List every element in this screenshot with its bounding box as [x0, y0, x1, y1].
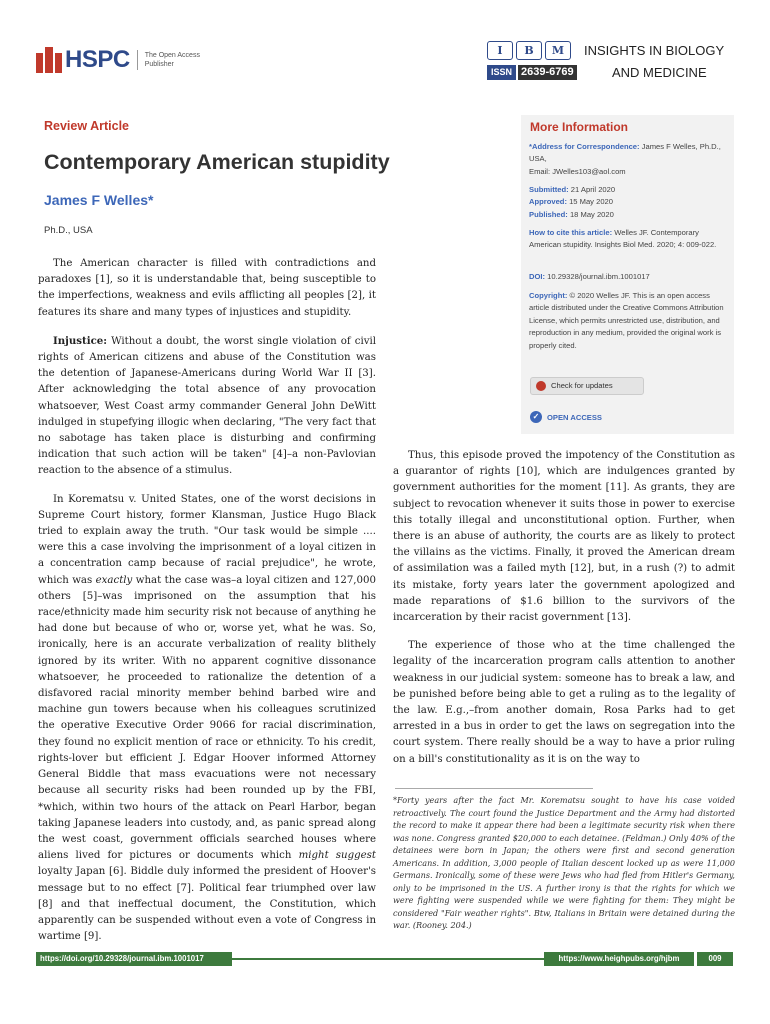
crossmark-icon: [536, 381, 546, 391]
doi-link[interactable]: 10.29328/journal.ibm.1001017: [545, 272, 650, 281]
paragraph-korematsu: In Korematsu v. United States, one of the worst decisions in Supreme Court history, former Klansman, Justice Hugo Black tried to explain away the truth. "Our task would be simple .... were this a case involving the imprisonment of a loyal citizen in a concentration camp because of racial prejudice", he wrote, which was exactly what the case was–a loyal citizen and 127,000 others [5]–was imprisoned on the assumption that his race/ethnicity made him security risk not because of anything he had done but because of who or, worse yet, what he was. So, ironically, here is an accurate verbalization of reality blithely ignored by its writer. With no apparent cognitive dissonance whatsoever, he proceeded to rationalize the detention of a disfavored racial minority member behind barbed wire and machine gun towers because when his colleagues scrutinized the operative Executive Order 9066 for racial discrimination, they found no explicit mention of race or ethnicity. To his credit, rights-lover but efficient J. Edgar Hoover informed Attorney General Biddle that mass evacuations were not necessary because all security risks had been rounded up by the FBI, *which, within two hours of the attack on Pearl Harbor, began taking Japanese leaders into custody, and, as panic spread along the west coast, government officials searched houses where aliens lived for pictures or documents which might suggest loyalty Japan [6]. Biddle duly informed the president of Hoover's message but to no effect [7]. Political fear triumphed over law [8] and that ineffectual document, the Constitution, which apparently can be suspended without even a vote of Congress in wartime [9].: [38, 493, 376, 943]
more-information-heading: More Information: [530, 120, 628, 134]
footer-rule: [232, 958, 390, 960]
issn-badge: [487, 65, 577, 80]
journal-letter-m: M: [545, 41, 571, 60]
footer-site-link[interactable]: https://www.heighpubs.org/hjbm: [544, 952, 694, 966]
citation: How to cite this article: Welles JF. Contemporary American stupidity. Insights Biol Med. 2020; 4: 009-022.: [529, 228, 717, 250]
footer-doi-link[interactable]: https://doi.org/10.29328/journal.ibm.1001017: [36, 952, 232, 966]
paragraph-legality: The experience of those who at the time challenged the legality of the incarceration program calls attention to another weakness in our judicial system: someone has to break a law, and be punished before being able to get a ruling as to the legality of the law. E.g.,–from another domain, Rosa Parks had to get arrested in a bus in order to get the laws on segregation into the court system. There really should be a way to have a prior ruling on a bill's constitutionality as it is on the way to: [393, 640, 735, 765]
hspc-logo-icon: [36, 47, 62, 73]
journal-letter-b: B: [516, 41, 542, 60]
journal-letter-i: I: [487, 41, 513, 60]
article-title: Contemporary American stupidity: [44, 150, 390, 174]
doi: DOI: 10.29328/journal.ibm.1001017: [529, 272, 650, 281]
paragraph-intro: The American character is filled with contradictions and paradoxes [1], so it is understandable that, being susceptible to the imperfections, weakness and evils afflicting all peoples [2], it features its share and many types of injustices and stupidity.: [38, 258, 376, 318]
publisher-tagline: The Open Access Publisher: [144, 52, 200, 68]
paragraph-impotency: Thus, this episode proved the impotency of the Constitution as a guarantor of rights [10], which are indulgences granted by government authorities for the moment [11]. As grants, they are subject to revocation whenever it suits those in power to exercise this totally illegal and unconstitutional option. Further, when there is an abuse of authority, the courts are as likely to protect the villains as the victims. Finally, it proved the American dream of assimilation was a failed myth [12], but, in a rush (?) to admit its mistake, forty years later the government apologized and made reparations of $1.6 billion to the survivors of the incarceration by their racist government [13].: [393, 450, 735, 624]
open-access-lock-icon: ✓: [530, 411, 542, 423]
publisher-brand: HSPC: [65, 46, 130, 73]
journal-title-line-1: INSIGHTS IN BIOLOGY: [584, 43, 725, 58]
open-access-badge: ✓ OPEN ACCESS: [530, 411, 602, 423]
article-type: Review Article: [44, 119, 129, 133]
issn-number: 2639-6769: [518, 65, 577, 80]
author-affiliation: Ph.D., USA: [44, 225, 93, 236]
footer-rule: [382, 958, 544, 960]
body-right-column: [393, 448, 735, 780]
issn-label: ISSN: [487, 65, 516, 80]
footnote: *Forty years after the fact Mr. Korematsu sought to have his case voided retroactively. The court found the Justice Department and the Army had distorted the record to make it appear there had been a legitimate security risk when there was none. Congress granted $20,000 to each detainee. (Feldman.) Only 40% of the detainees were born in Japan; the others were first and second generation Americans. In addition, 3,000 people of Italian descent locked up as were 11,000 Germans. Ironically, some of these were Jews who had fled from Hitler's Germany, only to be imprisoned in the US. A further irony is that the rights for which we were fighting were suspended while we were fighting for them: They might be considered "Fair weather rights". Btw, Italians in Britain were detained during the war. (Rooney. 204.): [393, 795, 735, 930]
article-dates: Submitted: 21 April 2020 Approved: 15 May 2020 Published: 18 May 2020: [529, 185, 616, 219]
correspondence-address: *Address for Correspondence: James F Welles, Ph.D., USA, Email: JWelles103@aol.com: [529, 142, 721, 176]
journal-abbrev: [487, 41, 574, 60]
body-left-column: [38, 256, 376, 957]
journal-title-line-2: AND MEDICINE: [612, 65, 707, 80]
paragraph-injustice: Injustice: Without a doubt, the worst single violation of civil rights of American citizens and abuse of the Constitution was the detention of Japanese-Americans during World War II [3]. After acknowledging the total absence of any provocation whatsoever, West Coast army commander General John DeWitt indulged in stupefying illogic when declaring, "The very fact that no sabotage has taken place is disturbing and confirming indication that such action will be taken" [4]–a non-Pavlovian reaction to the absence of a stimulus.: [38, 334, 376, 477]
author-name[interactable]: James F Welles*: [44, 192, 154, 208]
footnote-divider: [395, 788, 593, 789]
more-information-panel: [521, 115, 734, 434]
check-for-updates-button[interactable]: Check for updates: [530, 377, 644, 395]
copyright: Copyright: © 2020 Welles JF. This is an open access article distributed under the Creative Commons Attribution License, which permits unrestricted use, distribution, and reproduction in any medium, provided the original work is properly cited.: [529, 291, 724, 350]
correspondence-email[interactable]: Email: JWelles103@aol.com: [529, 166, 626, 176]
page-number: 009: [697, 952, 733, 966]
publisher-logo: [36, 46, 200, 74]
